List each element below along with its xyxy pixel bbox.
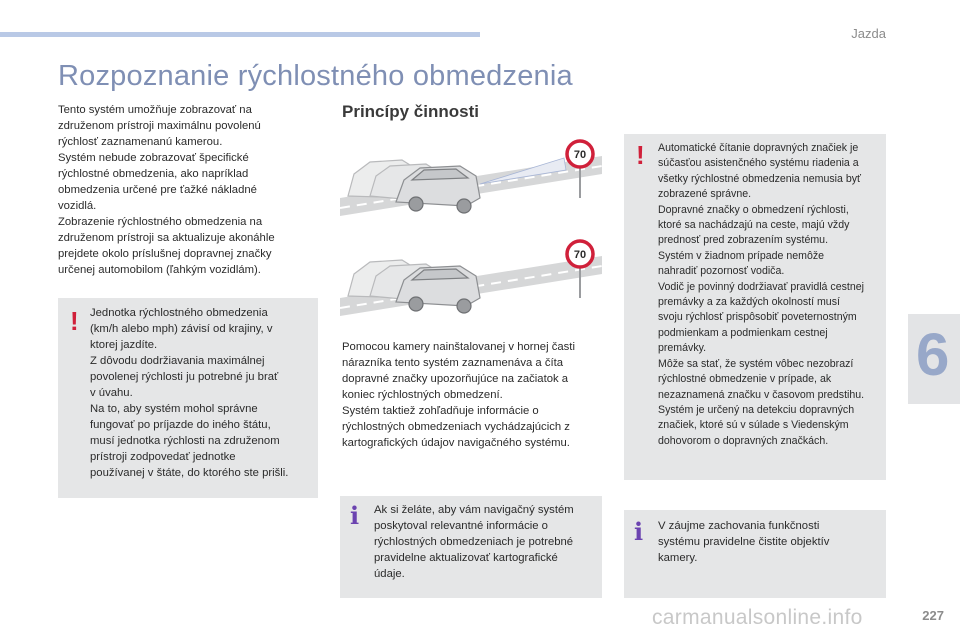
intro-line: prejdete okolo príslušnej dopravnej značky bbox=[58, 248, 272, 260]
warning-line: rýchlostné obmedzenie v prípade, ak bbox=[658, 373, 832, 386]
principles-line: kartografických údajov navigačného systému. bbox=[342, 437, 570, 449]
info-line: pravidelne aktualizovať kartografické bbox=[374, 552, 558, 564]
intro-line: rýchlosť zaznamenanú kamerou. bbox=[58, 136, 223, 148]
warning-line: Systém v žiadnom prípade nemôže bbox=[658, 249, 825, 262]
chapter-tab bbox=[908, 314, 960, 404]
header-accent-bar bbox=[0, 32, 480, 37]
intro-line: združenom prístroji maximálnu povolenú bbox=[58, 120, 261, 132]
warning-line: v úvahu. bbox=[90, 387, 133, 399]
warning-line: dohovorom o dopravných značkách. bbox=[658, 434, 829, 447]
info-icon: i bbox=[634, 517, 644, 546]
speed-sign-value: 70 bbox=[573, 249, 587, 261]
warning-box-unit bbox=[58, 298, 318, 498]
info-box-camera-cleaning bbox=[624, 510, 886, 598]
exclamation-warning-icon: ! bbox=[70, 306, 79, 336]
warning-line: Automatické čítanie dopravných značiek je bbox=[658, 142, 859, 154]
info-line: systému pravidelne čistite objektív bbox=[658, 536, 830, 548]
warning-line: premávky a za každých okolností musí bbox=[658, 296, 840, 309]
warning-line: Jednotka rýchlostného obmedzenia bbox=[90, 307, 268, 319]
warning-line: prístroji zodpovedať jednotke bbox=[90, 451, 236, 463]
page-number: 227 bbox=[922, 608, 944, 623]
intro-line: Systém nebude zobrazovať špecifické bbox=[58, 152, 249, 164]
warning-line: Dopravné značky o obmedzení rýchlosti, bbox=[658, 203, 849, 216]
warning-line: podmienkam a podmienkam cestnej bbox=[658, 326, 828, 339]
warning-line: musí jednotka rýchlosti na združenom bbox=[90, 435, 280, 447]
warning-line: zobrazené správne. bbox=[658, 188, 752, 201]
warning-line: fungovať po príjazde do iného štátu, bbox=[90, 419, 271, 431]
principles-line: koniec rýchlostných obmedzení. bbox=[342, 389, 503, 401]
section-label: Jazda bbox=[851, 26, 886, 41]
warning-line: povolenej rýchlosti ju potrebné ju brať bbox=[90, 371, 279, 383]
info-line: poskytoval relevantné informácie o bbox=[374, 520, 548, 532]
intro-line: Zobrazenie rýchlostného obmedzenia na bbox=[58, 216, 263, 228]
info-line: údaje. bbox=[374, 568, 405, 580]
intro-line: združenom prístroji sa aktualizuje akonáhle bbox=[58, 232, 275, 244]
watermark: carmanualsonline.info bbox=[652, 606, 863, 629]
warning-line: Na to, aby systém mohol správne bbox=[90, 403, 258, 415]
speed-sign-value: 70 bbox=[573, 149, 587, 161]
warning-line: ktorej jazdíte. bbox=[90, 339, 158, 351]
principles-line: dopravné značky upozorňujúce na začiatok a bbox=[342, 373, 569, 385]
exclamation-warning-icon: ! bbox=[636, 140, 645, 170]
principles-line: rýchlostných obmedzeniach vychádzajúcich z bbox=[342, 421, 570, 433]
warning-line: Môže sa stať, že systém vôbec nezobrazí bbox=[658, 357, 854, 370]
intro-line: vozidlá. bbox=[58, 200, 97, 212]
warning-line: premávky. bbox=[658, 342, 707, 355]
intro-line: Tento systém umožňuje zobrazovať na bbox=[58, 104, 252, 116]
warning-line: značiek, ktoré sú v súlade s Viedenským bbox=[658, 419, 849, 432]
principles-line: Pomocou kamery nainštalovanej v hornej časti bbox=[342, 341, 575, 353]
info-line: V záujme zachovania funkčnosti bbox=[658, 520, 820, 532]
warning-line: (km/h alebo mph) závisí od krajiny, v bbox=[90, 323, 273, 335]
principles-text bbox=[342, 339, 604, 451]
info-line: rýchlostných obmedzeniach je potrebné bbox=[374, 536, 574, 548]
warning-text bbox=[658, 141, 884, 449]
info-line: Ak si želáte, aby vám navigačný systém bbox=[374, 504, 574, 516]
warning-line: Systém je určený na detekciu dopravných bbox=[658, 403, 855, 416]
principles-line: nárazníka tento systém zaznamenáva a číta bbox=[342, 357, 564, 369]
info-text bbox=[658, 518, 882, 566]
warning-line: nahradiť pozornosť vodiča. bbox=[658, 265, 785, 278]
warning-box-reading bbox=[624, 134, 886, 480]
principles-line: Systém taktiež zohľadňuje informácie o bbox=[342, 405, 539, 417]
car-camera-illustration-2 bbox=[340, 236, 602, 330]
info-line: kamery. bbox=[658, 552, 698, 564]
warning-line: súčasťou asistenčného systému riadenia a bbox=[658, 157, 859, 170]
page-title: Rozpoznanie rýchlostného obmedzenia bbox=[58, 60, 573, 92]
intro-paragraph bbox=[58, 102, 308, 278]
warning-line: Vodič je povinný dodržiavať pravidlá cestnej bbox=[658, 280, 864, 293]
warning-line: svoju rýchlosť prispôsobiť poveternostným bbox=[658, 311, 857, 324]
info-box-navigation bbox=[340, 496, 602, 598]
intro-line: obmedzenia určené pre ťažké nákladné bbox=[58, 184, 257, 196]
warning-line: nezaznamená značku v časovom predstihu. bbox=[658, 388, 865, 401]
chapter-number: 6 bbox=[916, 321, 950, 388]
info-text bbox=[374, 502, 598, 582]
section-heading: Princípy činnosti bbox=[342, 102, 479, 121]
warning-line: prednosť pred zobrazením systému. bbox=[658, 234, 829, 247]
info-icon: i bbox=[350, 501, 360, 530]
intro-line: rýchlostné obmedzenia, ako napríklad bbox=[58, 168, 249, 180]
warning-text bbox=[90, 305, 314, 481]
warning-line: ktoré sa nachádzajú na ceste, majú vždy bbox=[658, 219, 850, 232]
warning-line: všetky rýchlostné obmedzenia nemusia byť bbox=[658, 172, 861, 185]
warning-line: používanej v štáte, do ktorého ste prišli. bbox=[90, 467, 289, 479]
intro-line: určenej automobilom (ľahkým vozidlám). bbox=[58, 264, 261, 276]
warning-line: Z dôvodu dodržiavania maximálnej bbox=[90, 355, 265, 367]
car-camera-illustration-1 bbox=[340, 136, 602, 230]
